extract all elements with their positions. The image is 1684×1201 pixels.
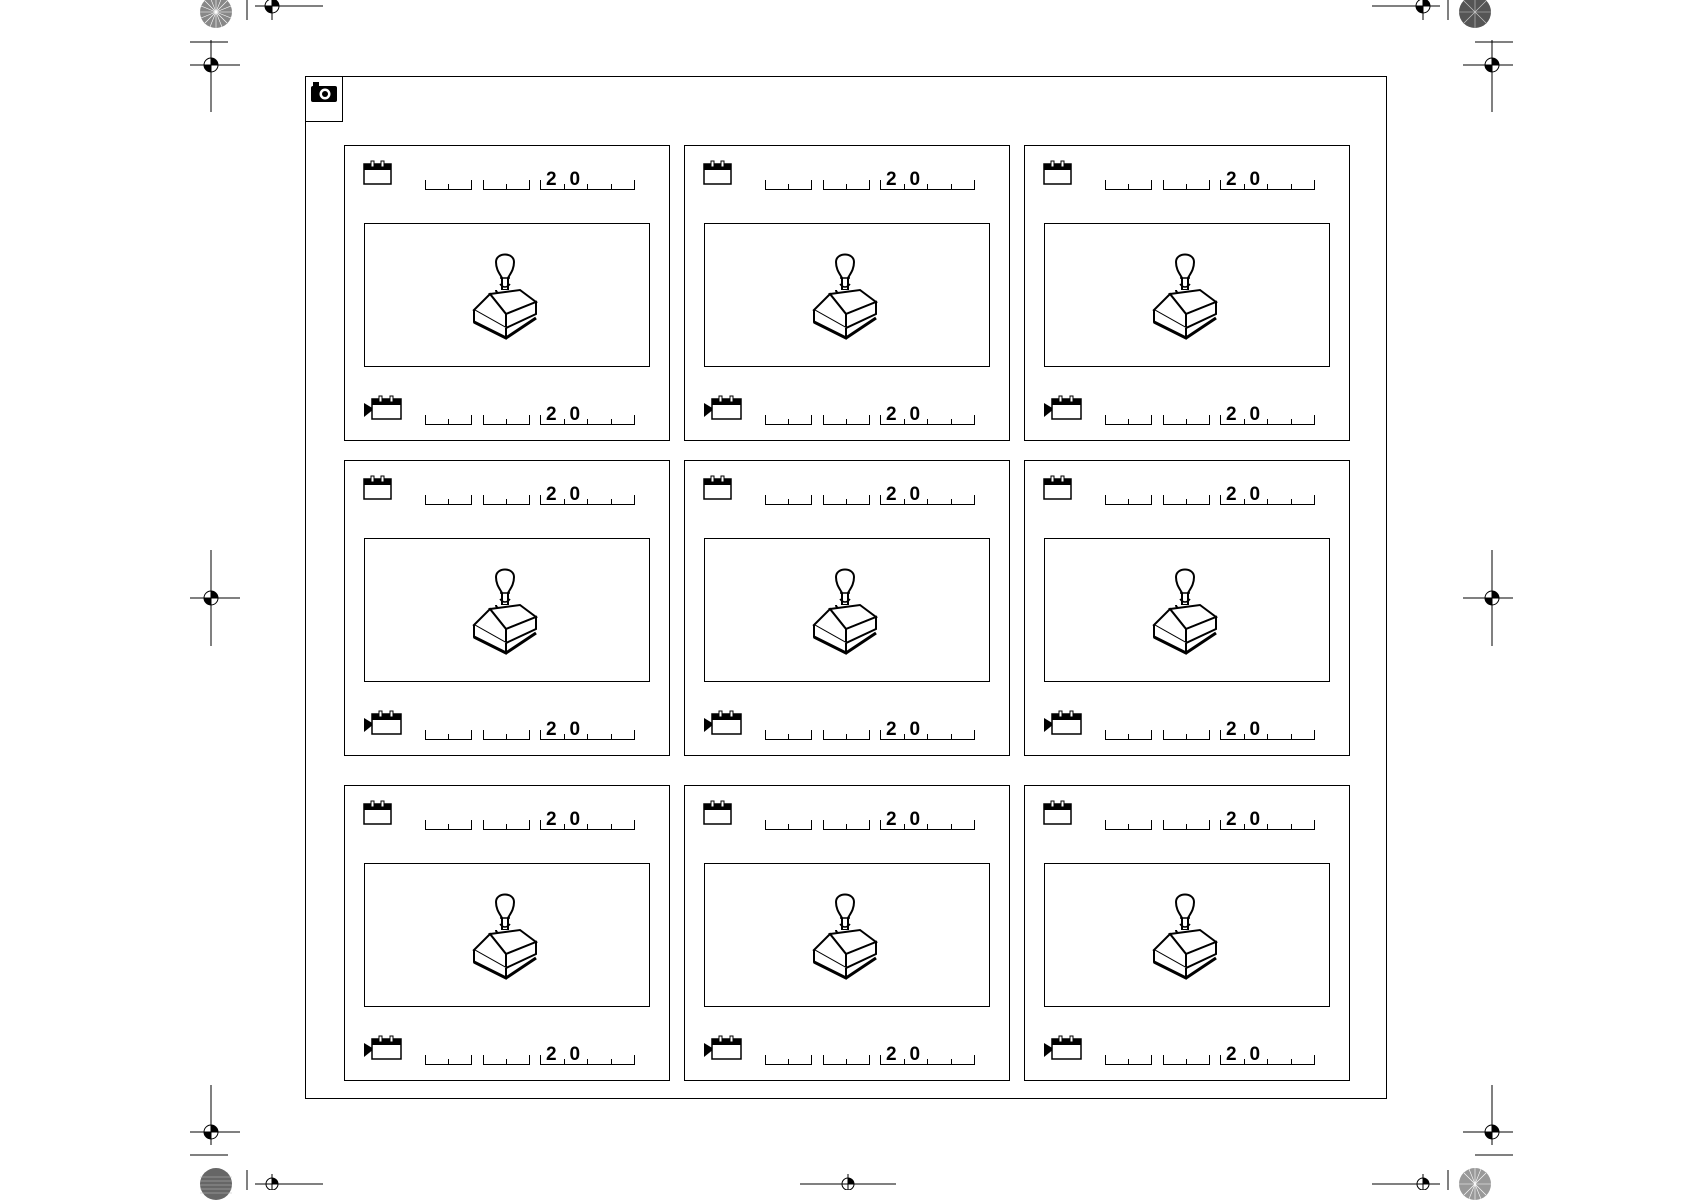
calendar-icon [1043,475,1073,501]
field-tick [1291,419,1292,425]
field-tick [529,415,530,425]
field-tick [869,820,870,830]
field-tick [788,734,789,740]
field-tick [587,824,588,830]
field-tick [1314,180,1315,190]
field-tick [1314,820,1315,830]
calendar-icon [1043,160,1073,186]
field-tick [788,1059,789,1065]
field-tick [611,734,612,740]
field-tick [611,824,612,830]
crosshair-icon [190,1085,240,1157]
field-tick [927,734,928,740]
field-tick [1267,734,1268,740]
field-tick [1186,824,1187,830]
end-date-row [363,708,653,742]
registration-wheel-icon [199,1167,233,1201]
field-tick [1128,824,1129,830]
field-tick [587,1059,588,1065]
year-prefix-digit: 2 [886,169,897,190]
field-tick [529,730,530,740]
year-prefix-digit: 0 [1249,1044,1261,1065]
year-prefix-digit: 2 [886,809,897,830]
field-tick [1151,730,1152,740]
field-tick [564,184,565,190]
field-tick [869,1055,870,1065]
calendar-play-icon [703,710,743,736]
field-tick [1151,820,1152,830]
calendar-icon [363,475,393,501]
start-date-row [703,473,993,507]
stamp-card-3 [1024,145,1350,441]
field-tick [448,419,449,425]
end-date-row [703,1033,993,1067]
field-tick [788,184,789,190]
field-tick [927,1059,928,1065]
year-prefix-digit: 2 [546,1044,557,1065]
field-tick [846,184,847,190]
rubber-stamp-icon [470,248,540,340]
field-tick [846,734,847,740]
field-tick [1314,730,1315,740]
end-date-row [1043,393,1333,427]
field-tick [471,495,472,505]
calendar-play-icon [703,395,743,421]
field-tick [811,415,812,425]
field-tick [587,734,588,740]
field-tick [869,730,870,740]
calendar-icon [1043,800,1073,826]
field-tick [634,495,635,505]
field-tick [788,419,789,425]
start-date-fields[interactable] [1105,168,1315,190]
field-tick [448,1059,449,1065]
calendar-play-icon [1043,1035,1083,1061]
end-date-fields[interactable] [1105,403,1315,425]
year-prefix-digit: 0 [1249,484,1261,505]
field-tick [1267,184,1268,190]
calendar-icon [363,800,393,826]
field-tick [587,419,588,425]
end-date-row [363,1033,653,1067]
field-tick [846,824,847,830]
field-tick [811,180,812,190]
rubber-stamp-icon [1150,888,1220,980]
end-date-fields[interactable] [425,718,635,740]
start-date-row [1043,798,1333,832]
rubber-stamp-icon [810,563,880,655]
stamp-card-9 [1024,785,1350,1081]
year-prefix-digit: 2 [546,484,557,505]
end-date-fields[interactable] [425,403,635,425]
crosshair-icon [1463,550,1513,646]
field-tick [974,820,975,830]
field-tick [587,184,588,190]
field-tick [904,1059,905,1065]
rubber-stamp-icon [810,248,880,340]
year-prefix-digit: 0 [569,169,581,190]
field-tick [1151,180,1152,190]
field-tick [1244,184,1245,190]
stamp-card-8 [684,785,1010,1081]
field-tick [974,415,975,425]
end-date-fields[interactable] [765,1043,975,1065]
field-tick [448,824,449,830]
field-tick [1209,495,1210,505]
field-tick [951,184,952,190]
year-prefix-digit: 0 [909,484,921,505]
crosshair-icon [245,0,325,22]
field-tick [1209,180,1210,190]
year-prefix-digit: 0 [909,1044,921,1065]
year-prefix-digit: 0 [569,404,581,425]
field-tick [1244,824,1245,830]
field-tick [529,1055,530,1065]
year-prefix-digit: 2 [1226,1044,1237,1065]
stamp-card-5 [684,460,1010,756]
year-prefix-digit: 2 [546,719,557,740]
field-tick [1267,1059,1268,1065]
field-tick [846,1059,847,1065]
field-tick [634,180,635,190]
field-tick [529,820,530,830]
crosshair-icon [800,1170,896,1190]
stamp-area[interactable] [364,223,650,367]
start-date-fields[interactable] [765,168,975,190]
field-tick [1128,184,1129,190]
start-date-row [703,158,993,192]
field-tick [564,824,565,830]
field-tick [529,180,530,190]
field-tick [1151,1055,1152,1065]
camera-icon [310,81,338,103]
year-prefix-digit: 2 [886,719,897,740]
field-tick [869,415,870,425]
field-tick [506,824,507,830]
field-tick [904,824,905,830]
calendar-icon [703,160,733,186]
calendar-icon [703,475,733,501]
year-prefix-digit: 0 [569,719,581,740]
year-prefix-digit: 0 [1249,169,1261,190]
start-date-fields[interactable] [1105,808,1315,830]
field-tick [611,184,612,190]
calendar-play-icon [1043,710,1083,736]
field-tick [927,824,928,830]
field-tick [1291,184,1292,190]
field-tick [506,1059,507,1065]
start-date-row [363,473,653,507]
year-prefix-digit: 0 [569,484,581,505]
start-date-fields[interactable] [425,168,635,190]
field-tick [611,419,612,425]
year-prefix-digit: 0 [1249,404,1261,425]
calendar-play-icon [703,1035,743,1061]
field-tick [927,499,928,505]
field-tick [529,495,530,505]
start-date-row [1043,473,1333,507]
field-tick [564,419,565,425]
rubber-stamp-icon [1150,248,1220,340]
year-prefix-digit: 2 [546,809,557,830]
crosshair-icon [190,550,240,646]
year-prefix-digit: 2 [886,404,897,425]
stamp-card-6 [1024,460,1350,756]
field-tick [904,499,905,505]
field-tick [951,1059,952,1065]
start-date-fields[interactable] [765,808,975,830]
stamp-area[interactable] [364,863,650,1007]
end-date-row [703,393,993,427]
field-tick [811,495,812,505]
year-prefix-digit: 2 [546,404,557,425]
field-tick [788,499,789,505]
field-tick [1186,419,1187,425]
crosshair-icon [1463,1085,1513,1157]
year-prefix-digit: 0 [909,719,921,740]
stamp-card-2 [684,145,1010,441]
field-tick [1186,184,1187,190]
field-tick [869,495,870,505]
field-tick [846,419,847,425]
calendar-play-icon [363,1035,403,1061]
calendar-play-icon [363,710,403,736]
stamp-area[interactable] [704,538,990,682]
field-tick [1209,1055,1210,1065]
rubber-stamp-icon [810,888,880,980]
end-date-fields[interactable] [765,718,975,740]
year-prefix-digit: 2 [1226,809,1237,830]
camera-badge [305,76,343,122]
field-tick [1128,419,1129,425]
field-tick [506,184,507,190]
field-tick [564,734,565,740]
crosshair-icon [1370,0,1450,22]
stamp-area[interactable] [1044,863,1330,1007]
crosshair-icon [245,1170,325,1190]
field-tick [506,734,507,740]
start-date-row [363,798,653,832]
year-prefix-digit: 2 [1226,169,1237,190]
year-prefix-digit: 2 [1226,404,1237,425]
year-prefix-digit: 0 [1249,809,1261,830]
end-date-fields[interactable] [425,1043,635,1065]
end-date-fields[interactable] [1105,1043,1315,1065]
field-tick [506,499,507,505]
field-tick [869,180,870,190]
year-prefix-digit: 0 [1249,719,1261,740]
stamp-area[interactable] [704,223,990,367]
end-date-row [363,393,653,427]
field-tick [1244,734,1245,740]
rubber-stamp-icon [1150,563,1220,655]
calendar-icon [363,160,393,186]
field-tick [1314,415,1315,425]
field-tick [1128,734,1129,740]
field-tick [1186,1059,1187,1065]
field-tick [1291,1059,1292,1065]
field-tick [1291,734,1292,740]
field-tick [634,1055,635,1065]
field-tick [1128,1059,1129,1065]
stamp-area[interactable] [704,863,990,1007]
year-prefix-digit: 0 [909,169,921,190]
year-prefix-digit: 0 [569,809,581,830]
field-tick [904,734,905,740]
field-tick [1186,734,1187,740]
end-date-row [1043,1033,1333,1067]
stamp-area[interactable] [364,538,650,682]
field-tick [611,1059,612,1065]
field-tick [471,820,472,830]
field-tick [506,419,507,425]
field-tick [611,499,612,505]
field-tick [811,820,812,830]
start-date-fields[interactable] [425,808,635,830]
field-tick [1128,499,1129,505]
field-tick [904,419,905,425]
field-tick [1244,499,1245,505]
field-tick [1151,415,1152,425]
field-tick [974,180,975,190]
field-tick [448,499,449,505]
end-date-fields[interactable] [765,403,975,425]
rubber-stamp-icon [470,888,540,980]
field-tick [1314,495,1315,505]
year-prefix-digit: 2 [1226,484,1237,505]
field-tick [587,499,588,505]
field-tick [471,1055,472,1065]
year-prefix-digit: 2 [886,484,897,505]
field-tick [1209,415,1210,425]
registration-wheel-icon [1458,0,1492,29]
start-date-fields[interactable] [765,483,975,505]
field-tick [1244,1059,1245,1065]
year-prefix-digit: 0 [909,809,921,830]
field-tick [1151,495,1152,505]
end-date-row [703,708,993,742]
field-tick [564,1059,565,1065]
stamp-card-7 [344,785,670,1081]
year-prefix-digit: 0 [569,1044,581,1065]
stamp-card-4 [344,460,670,756]
calendar-icon [703,800,733,826]
field-tick [846,499,847,505]
start-date-row [703,798,993,832]
field-tick [564,499,565,505]
field-tick [1267,419,1268,425]
year-prefix-digit: 2 [1226,719,1237,740]
field-tick [448,184,449,190]
field-tick [974,1055,975,1065]
field-tick [634,820,635,830]
start-date-row [363,158,653,192]
crosshair-icon [1463,40,1513,112]
start-date-fields[interactable] [425,483,635,505]
field-tick [974,495,975,505]
field-tick [471,180,472,190]
field-tick [1209,730,1210,740]
field-tick [904,184,905,190]
field-tick [634,415,635,425]
calendar-play-icon [1043,395,1083,421]
field-tick [448,734,449,740]
crosshair-icon [1370,1170,1450,1190]
field-tick [788,824,789,830]
calendar-play-icon [363,395,403,421]
field-tick [974,730,975,740]
field-tick [1314,1055,1315,1065]
year-prefix-digit: 0 [909,404,921,425]
field-tick [951,734,952,740]
field-tick [1267,824,1268,830]
stamp-area[interactable] [1044,223,1330,367]
end-date-fields[interactable] [1105,718,1315,740]
field-tick [471,415,472,425]
stamp-card-1 [344,145,670,441]
photo-stamp-frame [305,76,1387,1099]
start-date-row [1043,158,1333,192]
start-date-fields[interactable] [1105,483,1315,505]
field-tick [811,1055,812,1065]
field-tick [1267,499,1268,505]
field-tick [1244,419,1245,425]
field-tick [951,499,952,505]
rubber-stamp-icon [470,563,540,655]
field-tick [951,419,952,425]
field-tick [927,184,928,190]
field-tick [927,419,928,425]
registration-wheel-icon [199,0,233,29]
field-tick [951,824,952,830]
stamp-area[interactable] [1044,538,1330,682]
field-tick [471,730,472,740]
field-tick [1186,499,1187,505]
field-tick [634,730,635,740]
year-prefix-digit: 2 [546,169,557,190]
field-tick [1291,499,1292,505]
end-date-row [1043,708,1333,742]
year-prefix-digit: 2 [886,1044,897,1065]
field-tick [811,730,812,740]
crosshair-icon [190,40,240,112]
field-tick [1209,820,1210,830]
field-tick [1291,824,1292,830]
registration-wheel-icon [1458,1167,1492,1201]
